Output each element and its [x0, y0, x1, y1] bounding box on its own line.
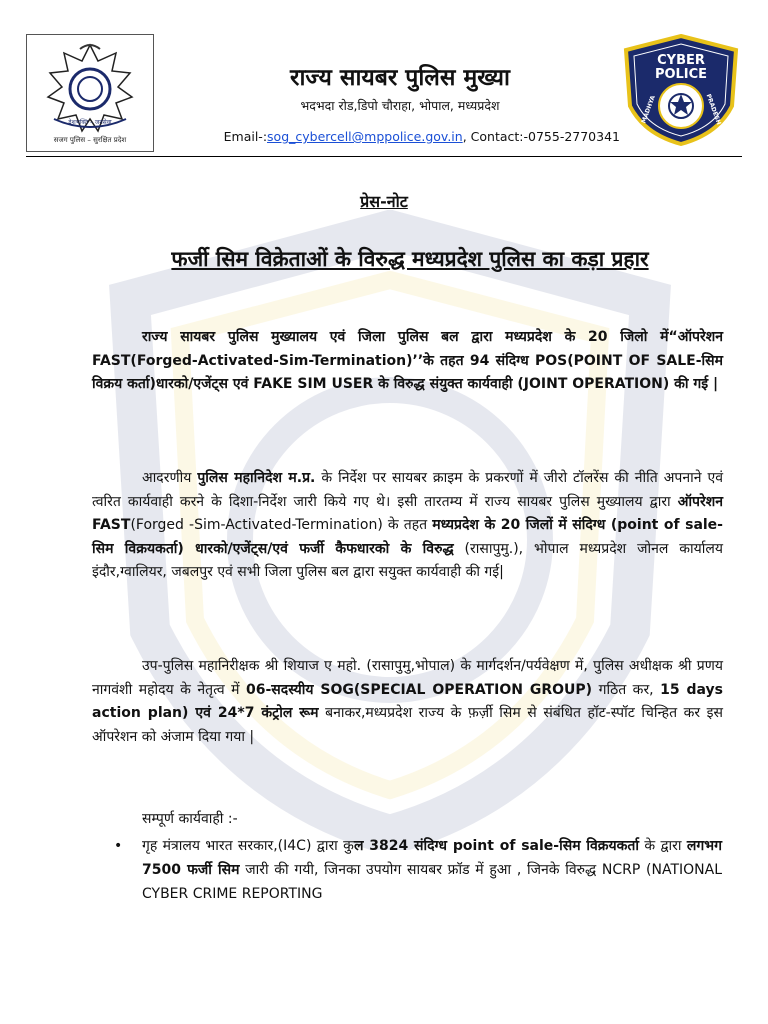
header-divider [26, 156, 742, 157]
svg-text:POLICE: POLICE [654, 67, 708, 82]
text-run: उप-पुलिस महानिरीक्षक श्री शियाज ए महो. (रासापुमु,भोपाल) के मार्गदर्शन/पर्यवेक्षण में, पुलिस अधीक्षक श्री प्रणय नागवंशी महोदय के नेतृत्व में [92, 658, 723, 698]
svg-text:CYBER: CYBER [657, 53, 705, 68]
organization-address: भदभदा रोड,डिपो चौराहा, भोपाल, मध्यप्रदेश [300, 98, 500, 113]
text-run: जारी की गयी, जिनका उपयोग सायबर फ्रॉड में हुआ , जिनके विरुद्ध NCRP (NATIONAL CYBER CRIME REPORTING [142, 862, 723, 902]
text-run-bold: ल 3824 संदिग्ध point of sale-सिम विक्रयकर्ता [353, 838, 640, 854]
svg-text:सजग पुलिस – सुरक्षित प्रदेश: सजग पुलिस – सुरक्षित प्रदेश [53, 136, 127, 144]
list-item [142, 834, 722, 906]
mp-police-emblem-icon [32, 39, 148, 147]
mp-police-emblem [26, 34, 154, 152]
text-run: बनाकर,मध्यप्रदेश राज्य के फ़र्ज़ी सिम से संबंधित हॉट-स्पॉट चिन्हित कर इस ऑपरेशन को अंजाम दिया गया | [92, 705, 723, 745]
paragraph-operation-summary: राज्य सायबर पुलिस मुख्यालय एवं जिला पुलिस बल द्वारा मध्यप्रदेश के 20 जिलो में“ऑपरेशन FAST(Forged-Activated-Sim-Termination)’’के तहत 94 संदिग्ध POS(POINT OF SALE-सिम विक्रय कर्ता)धारको/एजेंट्स एवं FAKE SIM USER के विरुद्ध संयुक्त कार्यवाही (JOINT OPERATION) की गई | [92, 329, 723, 392]
email-link[interactable]: sog_cybercell@mppolice.gov.in [267, 129, 463, 144]
text-run: आदरणीय [142, 470, 198, 486]
organization-title: राज्य सायबर पुलिस मुख्या [290, 65, 510, 91]
text-run-bold: 06-सदस्यीय SOG(SPECIAL OPERATION GROUP) [246, 681, 593, 698]
cyber-police-badge-icon [622, 34, 740, 146]
text-run: के निर्देश पर सायबर क्राइम के प्रकरणों में जीरो टॉलरेंस की नीति अपनाने एवं त्वरित कार्यवाही करने के दिशा-निर्देश जारी किये गए थे। इसी तारतम्य में राज्य सायबर पुलिस मुख्यालय द्वारा [92, 470, 723, 510]
text-run-bold: ऑपरेशन FAST [92, 493, 723, 533]
text-run: गृह मंत्रालय भारत सरकार,(I4C) द्वारा कु [142, 838, 354, 854]
letterhead [0, 0, 768, 160]
bullet-icon: • [114, 838, 123, 854]
contact-line [150, 129, 620, 144]
summary-heading: सम्पूर्ण कार्यवाही :- [142, 811, 238, 827]
contact-number: , Contact:-0755-2770341 [462, 129, 620, 144]
text-run: के द्वारा [639, 838, 687, 854]
headline: फर्जी सिम विक्रेताओं के विरुद्ध मध्यप्रदेश पुलिस का कड़ा प्रहार [171, 247, 649, 271]
svg-text:PRADESH: PRADESH [704, 93, 723, 126]
svg-text:MADHYA: MADHYA [640, 94, 657, 125]
text-run: (रासापुमु.), भोपाल मध्यप्रदेश जोनल कार्यालय इंदौर,ग्वालियर, जबलपुर एवं सभी जिला पुलिस बल द्वारा सयुक्त कार्यवाही की गई| [92, 540, 723, 580]
paragraph-directive [92, 467, 723, 585]
text-run: (Forged -Sim-Activated-Termination) के तहत [130, 517, 433, 533]
press-note-label: प्रेस-नोट [360, 192, 408, 211]
email-prefix: Email-: [223, 129, 268, 144]
paragraph-sog-formation [92, 655, 723, 749]
text-run-bold: पुलिस महानिदेश म.प्र. [197, 470, 316, 486]
text-run-bold: 15 days action plan) एवं 24*7 कंट्रोल रूम [92, 681, 723, 721]
svg-text:देशभक्ति – जनसेवा: देशभक्ति – जनसेवा [68, 119, 112, 126]
text-run-bold: मध्यप्रदेश के 20 जिलों में संदिग्ध (point of sale-सिम विक्रयकर्ता) धारको/एजेंट्स/एवं फर्जी कैफधारको के विरुद्ध [92, 517, 723, 557]
text-run: गठित कर, [592, 681, 661, 698]
text-run-bold: लगभग 7500 फर्जी सिम [142, 838, 723, 878]
